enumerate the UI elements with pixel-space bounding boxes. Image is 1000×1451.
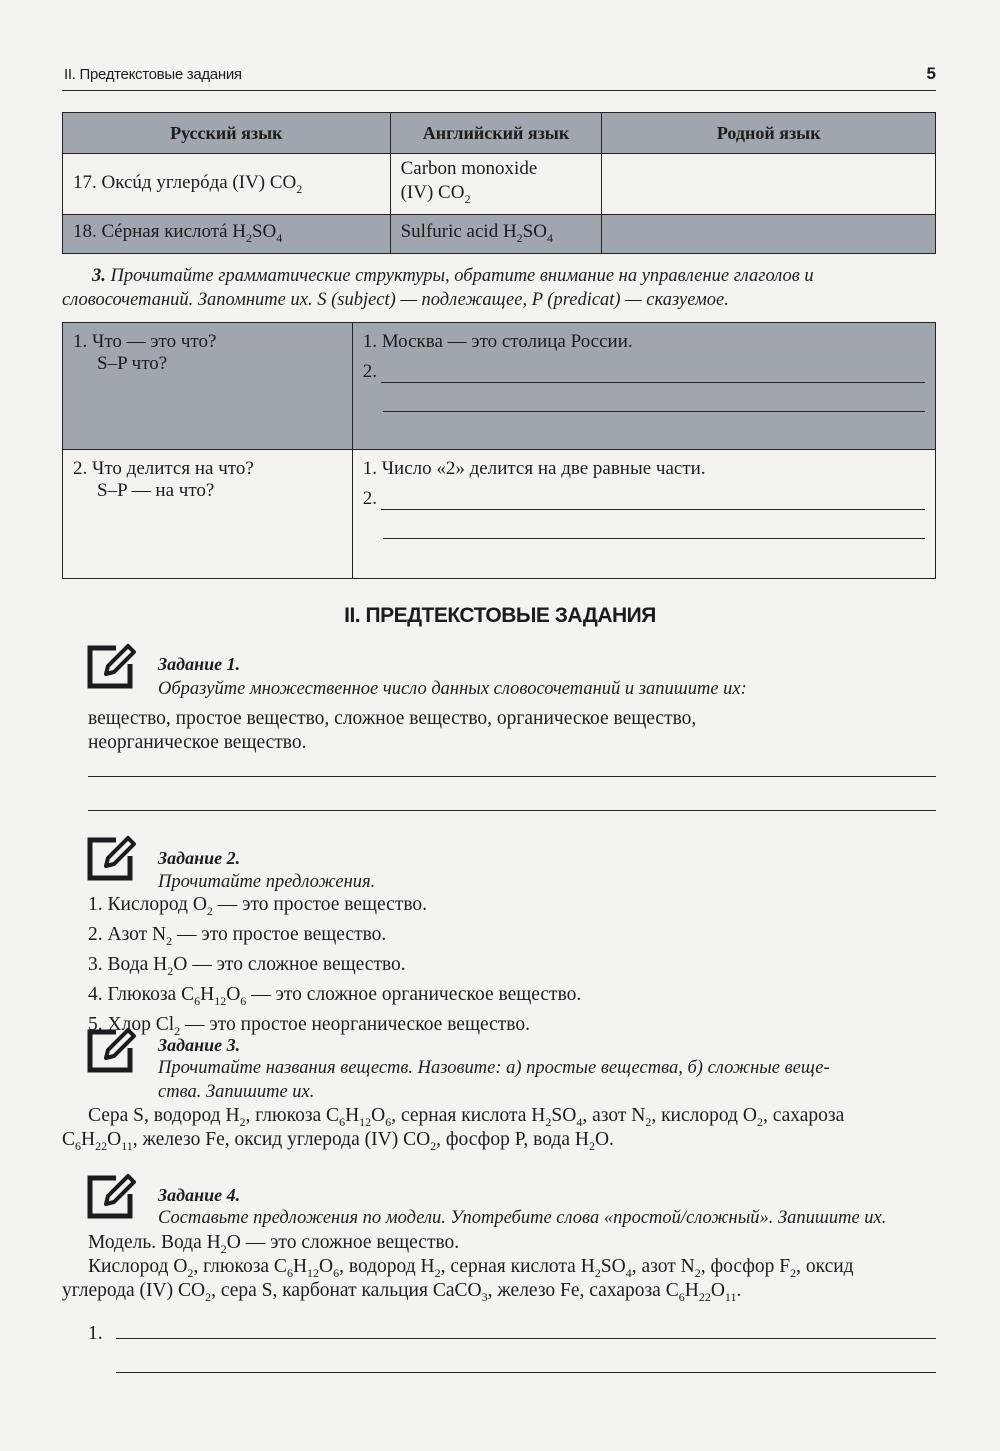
- structure-cell: 2. Что делится на что? S–P — на что?: [63, 450, 353, 579]
- answer-line[interactable]: [381, 364, 925, 383]
- task2-instruction: Прочитайте предложения.: [158, 872, 376, 892]
- task1-title: Задание 1.: [158, 654, 241, 674]
- answer-line[interactable]: [116, 1372, 936, 1373]
- answer-line[interactable]: [88, 810, 936, 811]
- col-header-english: Английский язык: [390, 113, 602, 154]
- table-row: [63, 323, 936, 450]
- vocabulary-table: [62, 112, 936, 254]
- pencil-icon: [86, 832, 138, 884]
- task3-text-line: Сера S, водород $H_2$, глюкоза $C_6H_{12}O_6$, серная кислота $H_2SO_4$, азот $N_2$, кислород $O_2$, сахароза: [88, 1105, 845, 1129]
- task4-instruction: Составьте предложения по модели. Употребите слова «простой/сложный». Запишите их.: [158, 1208, 887, 1228]
- example-cell: 1. Число «2» делится на две равные части. 2.: [352, 450, 935, 579]
- cell-native-input[interactable]: [602, 214, 936, 253]
- answer-line[interactable]: [381, 491, 925, 510]
- cell-russian: 17. Оксúд углерóда (IV) $CO_2$: [63, 154, 391, 215]
- pencil-icon: [86, 1170, 138, 1222]
- col-header-native: Родной язык: [602, 113, 936, 154]
- task3-instruction: 3. Прочитайте грамматические структуры, обратите внимание на управление глаголов и словосочетаний. Запомните их. S (subject) — подлежащее, P (predicat) — сказуемое.: [62, 266, 814, 310]
- list-item: 3. Вода $H_2O$ — это сложное вещество.: [88, 953, 406, 978]
- task4-text-line: углерода (IV) $CO_2$, сера S, карбонат кальция CaCO$_3$, железо Fe, сахароза $C_6H_{22}O_{11}$.: [62, 1280, 742, 1304]
- task2-sentences: [88, 893, 581, 1042]
- pencil-icon: [86, 1024, 138, 1076]
- table-row: [63, 450, 936, 579]
- task4-model: Модель. Вода $H_2O$ — это сложное вещество.: [88, 1232, 460, 1256]
- grammar-table: [62, 322, 936, 579]
- task3-instruction: Прочитайте названия веществ. Назовите: а) простые вещества, б) сложные веще-: [158, 1058, 830, 1078]
- list-item: 4. Глюкоза $C_6H_{12}O_6$ — это сложное органическое вещество.: [88, 983, 582, 1008]
- list-item: 1. Кислород $O_2$ — это простое вещество.: [88, 894, 428, 918]
- cell-russian: 18. Сéрная кислотá $H_2SO_4$: [63, 214, 391, 253]
- answer-line[interactable]: [383, 510, 925, 539]
- list-item: 5. Хлор $Cl_2$ — это простое неорганическое вещество.: [88, 1013, 530, 1038]
- answer-line[interactable]: [383, 383, 925, 412]
- cell-english: Sulfuric acid $H_2SO_4$: [390, 214, 602, 253]
- task1-instruction: Образуйте множественное число данных словосочетаний и запишите их:: [158, 679, 747, 699]
- section-title: II. ПРЕДТЕКСТОВЫЕ ЗАДАНИЯ: [344, 604, 656, 627]
- task2-title: Задание 2.: [158, 848, 241, 868]
- running-header: II. Предтекстовые задания: [64, 66, 242, 83]
- task3-text-line: $C_6H_{22}O_{11}$, железо Fe, оксид углерода (IV) $CO_2$, фосфор P, вода $H_2O$.: [62, 1129, 614, 1153]
- pencil-icon: [86, 640, 138, 692]
- answer-number: 1.: [88, 1323, 103, 1344]
- task1-text-line: вещество, простое вещество, сложное вещество, органическое вещество,: [88, 708, 697, 729]
- col-header-russian: Русский язык: [63, 113, 391, 154]
- task4-text-line: Кислород $O_2$, глюкоза $C_6H_{12}O_6$, водород $H_2$, серная кислота $H_2SO_4$, азот $N_2$, фосфор $F_2$, оксид: [88, 1256, 854, 1280]
- example-cell: 1. Москва — это столица России. 2.: [352, 323, 935, 450]
- table-row: [63, 214, 936, 253]
- task3-title: Задание 3.: [158, 1035, 241, 1055]
- cell-english: Carbon monoxide (IV) $CO_2$: [390, 154, 602, 215]
- task4-title: Задание 4.: [158, 1185, 241, 1205]
- header-divider: [62, 90, 936, 91]
- structure-cell: 1. Что — это что? S–P что?: [63, 323, 353, 450]
- answer-line[interactable]: [116, 1338, 936, 1339]
- list-item: 2. Азот $N_2$ — это простое вещество.: [88, 923, 387, 948]
- page-number: 5: [926, 64, 936, 83]
- cell-native-input[interactable]: [602, 154, 936, 215]
- table-row: [63, 154, 936, 215]
- answer-line[interactable]: [88, 776, 936, 777]
- task1-text-line: неорганическое вещество.: [88, 732, 307, 753]
- task3-instruction: ства. Запишите их.: [158, 1082, 315, 1102]
